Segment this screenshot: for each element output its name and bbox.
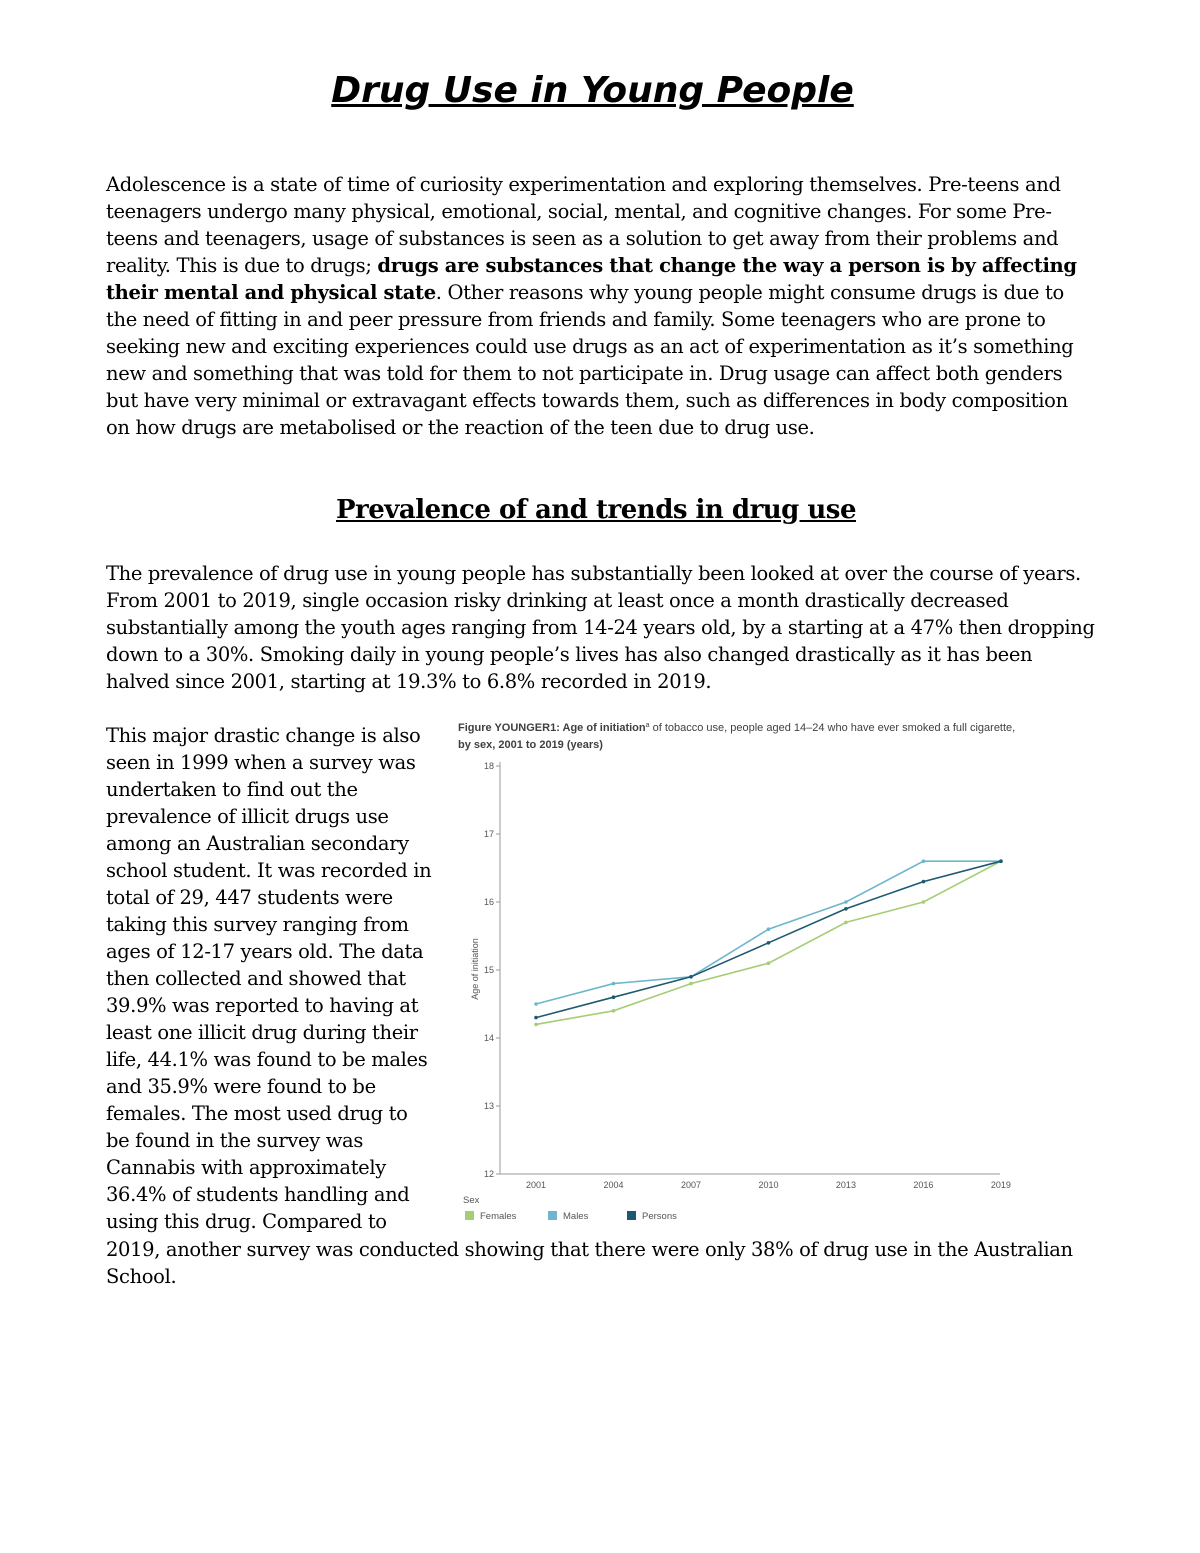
chart-point-persons: [612, 995, 616, 999]
chart-point-persons: [534, 1016, 538, 1020]
chart-point-females: [767, 961, 771, 965]
chart-y-tick-label: 17: [483, 829, 494, 839]
chart-point-males: [922, 859, 926, 863]
chart-title-line1: [458, 722, 1015, 734]
chart-x-tick-label: 2010: [758, 1180, 779, 1190]
chart-x-tick-label: 2001: [525, 1180, 547, 1190]
chart-y-tick-label: 15: [483, 965, 494, 975]
chart-y-tick-label: 13: [483, 1101, 494, 1111]
survey-paragraph-continued: 2019, another survey was conducted showing that there were only 38% of drug use in the Australian School.: [106, 1238, 1073, 1288]
chart-x-tick-label: 2007: [680, 1180, 701, 1190]
intro-bold-definition: drugs are substances that change the way a person is by affecting their mental and physical state: [106, 254, 1077, 304]
intro-text-part2: . Other reasons why young people might consume drugs is due to the need of fitting in and peer pressure from friends and family. Some teenagers who are prone to seeking new and exciting experiences could use drugs as an act of experimentation as it’s something new and something that was told for them to not participate in. Drug usage can affect both genders but have very minimal or extravagant effects towards them, such as differences in body composition on how drugs are metabolised or the reaction of the teen due to drug use.: [106, 281, 1074, 439]
chart-point-males: [534, 1002, 538, 1006]
intro-text-part1: Adolescence is a state of time of curiosity experimentation and exploring themselves. Pre-teens and teenagers undergo many physical, emotional, social, mental, and cognitive changes. For some Pre-teens and teenagers, usage of substances is seen as a solution to get away from their problems and reality. This is due to drugs;: [106, 173, 1061, 277]
chart-x-tick-label: 2019: [990, 1180, 1011, 1190]
chart-series-line-persons: [536, 861, 1001, 1017]
prevalence-paragraph: The prevalence of drug use in young people has substantially been looked at over the course of years. From 2001 to 2019, single occasion risky drinking at least once a month drastically decreased substantially among the youth ages ranging from 14-24 years old, by a starting at a 47% then dropping down to a 30%. Smoking daily in young people’s lives has also changed drastically as it has been halved since 2001, starting at 19.3% to 6.8% recorded in 2019.: [106, 562, 1095, 693]
chart-point-females: [922, 900, 926, 904]
chart-x-tick-label: 2004: [603, 1180, 624, 1190]
chart-title-bold: Figure YOUNGER1: Age of initiation: [458, 722, 646, 734]
chart-x-tick-label: 2016: [913, 1180, 934, 1190]
chart-point-males: [612, 982, 616, 986]
age-of-initiation-chart: [455, 716, 1065, 1228]
chart-point-males: [844, 900, 848, 904]
chart-point-males: [767, 927, 771, 931]
chart-point-females: [844, 921, 848, 925]
chart-legend-swatch-persons: [627, 1211, 636, 1220]
chart-point-persons: [999, 859, 1003, 863]
intro-paragraph: [106, 171, 1096, 441]
chart-legend-title: Sex: [463, 1195, 480, 1206]
chart-title-line2: by sex, 2001 to 2019 (years): [458, 739, 603, 751]
chart-y-axis-label: Age of initiation: [470, 938, 480, 1000]
chart-legend-label-females: Females: [480, 1211, 517, 1222]
chart-axes: [484, 761, 1011, 1190]
chart-y-tick-label: 12: [483, 1169, 494, 1179]
chart-legend-swatch-males: [548, 1211, 557, 1220]
chart-title-rest: of tobacco use, people aged 14–24 who have ever smoked a full cigarette,: [649, 722, 1016, 734]
chart-legend: [465, 1211, 677, 1222]
chart-point-females: [612, 1009, 616, 1013]
chart-y-tick-label: 18: [483, 761, 494, 771]
chart-svg: [455, 716, 1065, 1228]
chart-point-persons: [844, 907, 848, 911]
chart-point-females: [689, 982, 693, 986]
chart-y-tick-label: 16: [483, 897, 494, 907]
chart-series-line-males: [536, 861, 1001, 1004]
chart-point-females: [534, 1023, 538, 1027]
chart-legend-label-males: Males: [563, 1211, 589, 1222]
chart-legend-swatch-females: [465, 1211, 474, 1220]
chart-point-persons: [689, 975, 693, 979]
chart-y-tick-label: 14: [483, 1033, 494, 1043]
section-heading: Prevalence of and trends in drug use: [335, 495, 856, 525]
chart-title-superscript: a: [645, 722, 650, 729]
chart-x-tick-label: 2013: [835, 1180, 856, 1190]
survey-paragraph: This major drastic change is also seen in 1999 when a survey was undertaken to find out the prevalence of illicit drugs use among an Australian secondary school student. It was recorded in total of 29, 447 students were taking this survey ranging from ages of 12-17 years old. The data then collected and showed that 39.9% was reported to having at least one illicit drug during their life, 44.1% was found to be males and 35.9% were found to be females. The most used drug to be found in the survey was Cannabis with approximately 36.4% of students handling and using this drug. Compared to: [106, 724, 432, 1233]
chart-series: [534, 859, 1003, 1026]
chart-legend-label-persons: Persons: [642, 1211, 677, 1222]
page-title: Drug Use in Young People: [331, 70, 854, 111]
chart-point-persons: [767, 941, 771, 945]
chart-point-persons: [922, 880, 926, 884]
